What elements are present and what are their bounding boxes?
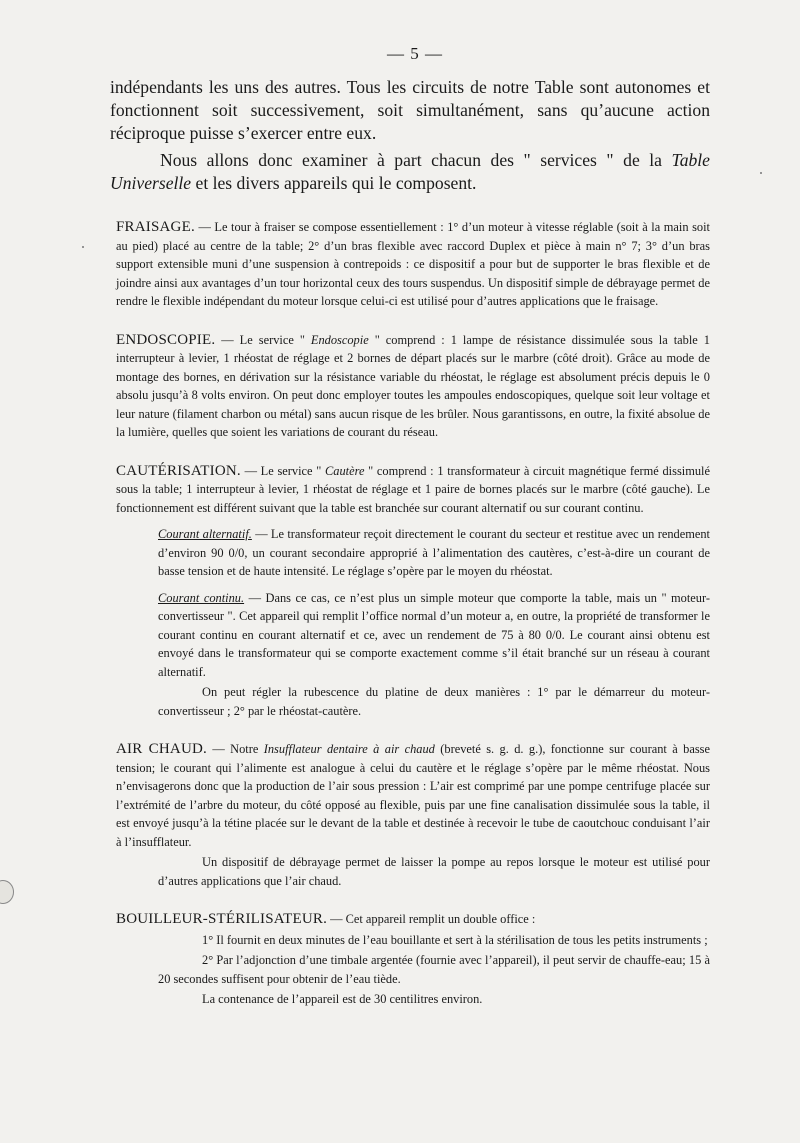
courant-alternatif-label: Courant alternatif.	[158, 527, 252, 541]
intro	[110, 76, 710, 195]
heading-bouilleur: BOUILLEUR-STÉRILISATEUR.	[116, 911, 328, 927]
section-air-chaud	[116, 740, 710, 890]
courant-continu	[116, 589, 710, 682]
heading-fraisage: FRAISAGE.	[116, 219, 195, 235]
section-fraisage	[116, 218, 710, 311]
bouilleur-item-2: 2° Par l’adjonction d’une timbale argentée (fournie avec l’appareil), il peut servir de chauffe-eau; 15 à 20 secondes suffisent pour obtenir de l’eau tiède.	[158, 953, 710, 986]
rubescence-paragraph: On peut régler la rubescence du platine de deux manières : 1° par le démarreur du moteur-convertisseur ; 2° par le rhéostat-cautère.	[158, 685, 710, 718]
endoscopie-text-end: " comprend : 1 lampe de résistance dissimulée sous la table 1 interrupteur à levier, 1 rhéostat de réglage et 2 bornes de départ placés sur le marbre (côté droit). Grâce au mode de montage des bornes, en dérivation sur la résistance variable du rhéostat, le réglage est absolument précis depuis le 0 absolu jusqu’à 8 volts environ. On peut donc employer toutes les ampoules endoscopiques, quelque soit leur voltage et leur nature (filament charbon ou métal) sans aucun risque de les brûler. Nous garantissons, en outre, la fixité absolue de la lumière, quelles que soient les variations de courant du réseau.	[116, 332, 710, 439]
debrayage-paragraph: Un dispositif de débrayage permet de laisser la pompe au repos lorsque le moteur est utilisé pour d’autres applications que l’air chaud.	[158, 855, 710, 888]
air-chaud-italic: Insufflateur dentaire à air chaud	[263, 742, 435, 756]
intro-paragraph-2	[110, 149, 710, 195]
heading-air-chaud: AIR CHAUD.	[116, 741, 207, 757]
heading-cauterisation: CAUTÉRISATION.	[116, 462, 241, 479]
section-cauterisation	[116, 462, 710, 721]
fraisage-text: — Le tour à fraiser se compose essentiellement : 1° d’un moteur à vitesse réglable (soit à la main soit au pied) placé au centre de la table; 2° d’un bras flexible avec raccord Duplex et pièce à main n° 7; 3° d’un bras support extensible muni d’une suspension à contrepoids : ce dispositif a pour but de supporter le bras flexible et de joindre ainsi aux avantages d’un tour horizontal ceux des tours suspendus. Un dispositif simple de débrayage permet de rendre le flexible indépendant du moteur lorsque celui-ci est utilisé pour d’autres applications que le fraisage.	[116, 220, 710, 308]
courant-continu-text: — Dans ce cas, ce n’est plus un simple moteur que comporte la table, mais un " moteur-convertisseur ". Cet appareil qui remplit l’office normal d’un moteur a, en outre, la propriété de transformer le courant continu en courant alternatif et ce, avec un rendement de 75 à 80 0/0. Le courant ainsi obtenu est envoyé dans le transformateur qui se comporte exactement comme s’il était branché sur un réseau à courant alternatif.	[158, 590, 710, 679]
cauterisation-italic: Cautère	[325, 463, 365, 478]
cauterisation-text-end: " comprend : 1 transformateur à circuit magnétique fermé dissimulé sous la table; 1 interrupteur à levier, 1 rhéostat de réglage et 1 paire de bornes placés sur le marbre (côté gauche). Le fonctionnement est différent suivant que la table est branchée sur courant alternatif ou sur courant continu.	[116, 463, 710, 515]
speck	[760, 172, 762, 174]
air-chaud-text-end: (breveté s. g. d. g.), fonctionne sur courant à basse tension; le courant qui l’alimente est analogue à celui du cautère et le réglage s’opère par le même rhéostat. Nous n’envisagerons donc que la production de l’air sous pression : L’air est comprimé par une pompe centrifuge placée sur l’extrémité de l’arbre du moteur, du côté opposé au flexible, puis par une fine canalisation dissimulée sous la table, il est envoyé jusqu’à la tétine placée sur le devant de la table et destinée à recevoir le tube de caoutchouc conduisant l’air à l’insufflateur.	[116, 742, 710, 849]
intro-text: Nous allons donc examiner à part chacun des " services " de la	[160, 150, 672, 170]
air-chaud-text: — Notre	[206, 742, 264, 756]
courant-continu-label: Courant continu.	[158, 590, 245, 605]
page-number: — 5 —	[387, 44, 443, 63]
speck	[82, 246, 84, 248]
bouilleur-item-1: 1° Il fournit en deux minutes de l’eau bouillante et sert à la stérilisation de tous les petits instruments ;	[202, 932, 708, 947]
intro-italic: Table Universelle	[110, 150, 710, 193]
intro-text-end: et les divers appareils qui le composent.	[191, 173, 477, 193]
sections	[116, 218, 710, 1029]
heading-endoscopie: ENDOSCOPIE.	[116, 331, 216, 348]
bouilleur-text: — Cet appareil remplit un double office :	[327, 912, 536, 926]
endoscopie-italic: Endoscopie	[310, 332, 369, 347]
intro-paragraph-1: indépendants les uns des autres. Tous les circuits de notre Table sont autonomes et fonctionnent soit successivement, soit simultanément, sans qu’aucune action réciproque puisse s’exercer entre eux.	[110, 77, 710, 143]
courant-alternatif	[116, 525, 710, 581]
bouilleur-item-3: La contenance de l’appareil est de 30 centilitres environ.	[202, 992, 483, 1006]
cauterisation-text: — Le service "	[240, 463, 325, 478]
binding-hole	[0, 880, 14, 904]
section-bouilleur	[116, 910, 710, 1009]
section-endoscopie	[116, 331, 710, 442]
courant-alternatif-text: — Le transformateur reçoit directement le courant du secteur et restitue avec un rendement d’environ 90 0/0, un courant secondaire approprié à l’alimentation des cautères, c’est-à-dire un courant de basse tension et de haute intensité. Le réglage s’opère par le moyen du rhéostat.	[158, 527, 710, 578]
endoscopie-text: — Le service "	[215, 332, 311, 347]
